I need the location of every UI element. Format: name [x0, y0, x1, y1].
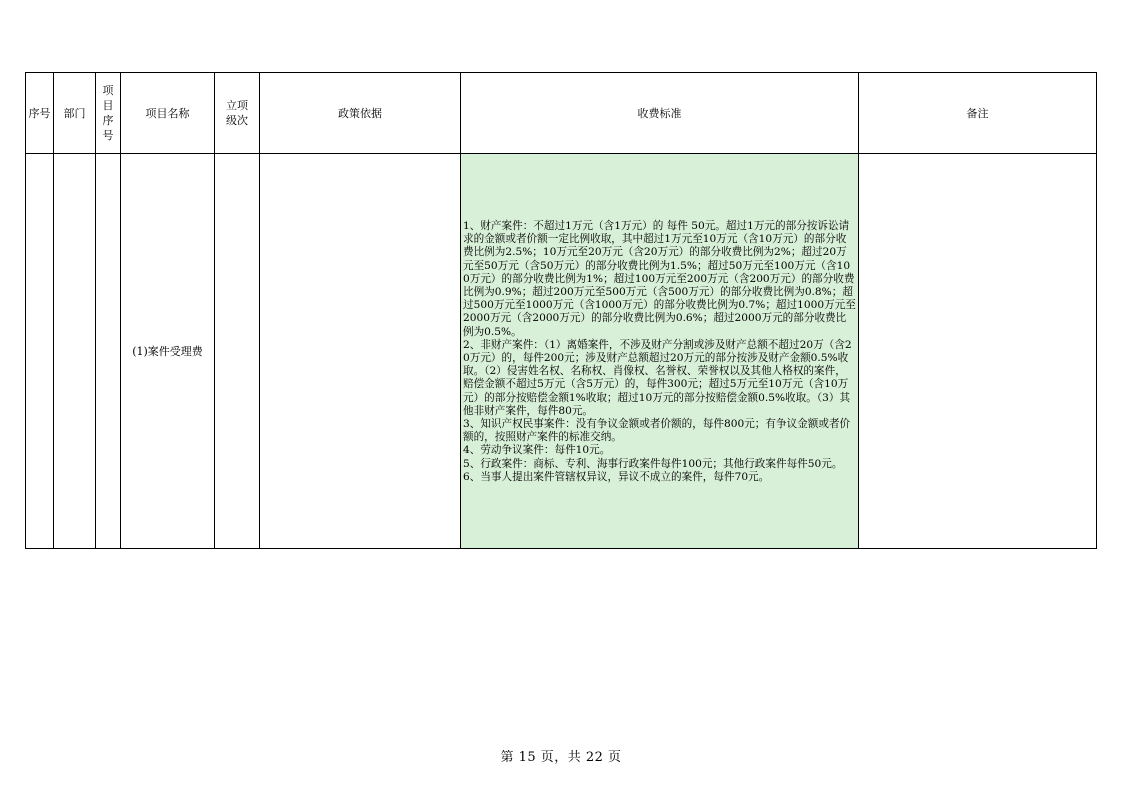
table-row: [26, 154, 1097, 549]
cell-fee-standard: [461, 154, 859, 549]
header-item-name: 项目名称: [121, 73, 215, 154]
page-number: 第 15 页，共 22 页: [500, 750, 622, 765]
cell-item-name: (1)案件受理费: [121, 154, 215, 549]
fee-table: [25, 72, 1097, 549]
header-fee-standard: 收费标准: [461, 73, 859, 154]
cell-dept: [54, 154, 96, 549]
header-level: 立项 级次: [215, 73, 260, 154]
cell-policy: [260, 154, 461, 549]
cell-item-seq: [96, 154, 121, 549]
header-remark: 备注: [859, 73, 1097, 154]
header-policy: 政策依据: [260, 73, 461, 154]
cell-remark: [859, 154, 1097, 549]
cell-level: [215, 154, 260, 549]
header-item-seq: 项 目 序 号: [96, 73, 121, 154]
header-seq: 序号: [26, 73, 54, 154]
header-dept: 部门: [54, 73, 96, 154]
cell-seq: [26, 154, 54, 549]
fee-standard-text: 1、财产案件：不超过1万元（含1万元）的 每件 50元。超过1万元的部分按诉讼请求的金额或者价额一定比例收取，其中超过1万元至10万元（含10万元）的部分收费比例为2.5%；10万元至20万元（含20万元）的部分收费比例为2%；超过20万元至50万元（含50万元）的部分收费比例为1.5%；超过50万元至100万元（含100万元）的部分收费比例为1%；超过100万元至200万元（含200万元）的部分收费比例为0.9%；超过200万元至500万元（含500万元）的部分收费比例为0.8%；超过500万元至1000万元（含1000万元）的部分收费比例为0.7%；超过1000万元至2000万元（含2000万元）的部分收费比例为0.6%；超过2000万元的部分收费比例为0.5%。 2、非财产案件：（1）离婚案件，不涉及财产分割或涉及财产总额不超过20万（含20万元）的，每件200元；涉及财产总额超过20万元的部分按涉及财产金额0.5%收取。（2）侵害姓名权、名称权、肖像权、名誉权、荣誉权以及其他人格权的案件，赔偿金额不超过5万元（含5万元）的，每件300元；超过5万元至10万元（含10万元）的部分按赔偿金额1%收取；超过10万元的部分按赔偿金额0.5%收取。（3）其他非财产案件，每件80元。 3、知识产权民事案件：没有争议金额或者价额的，每件800元；有争议金额或者价额的，按照财产案件的标准交纳。 4、劳动争议案件：每件10元。 5、行政案件：商标、专利、海事行政案件每件100元；其他行政案件每件50元。 6、当事人提出案件管辖权异议，异议不成立的案件，每件70元。: [463, 219, 856, 483]
table-header-row: [26, 73, 1097, 154]
